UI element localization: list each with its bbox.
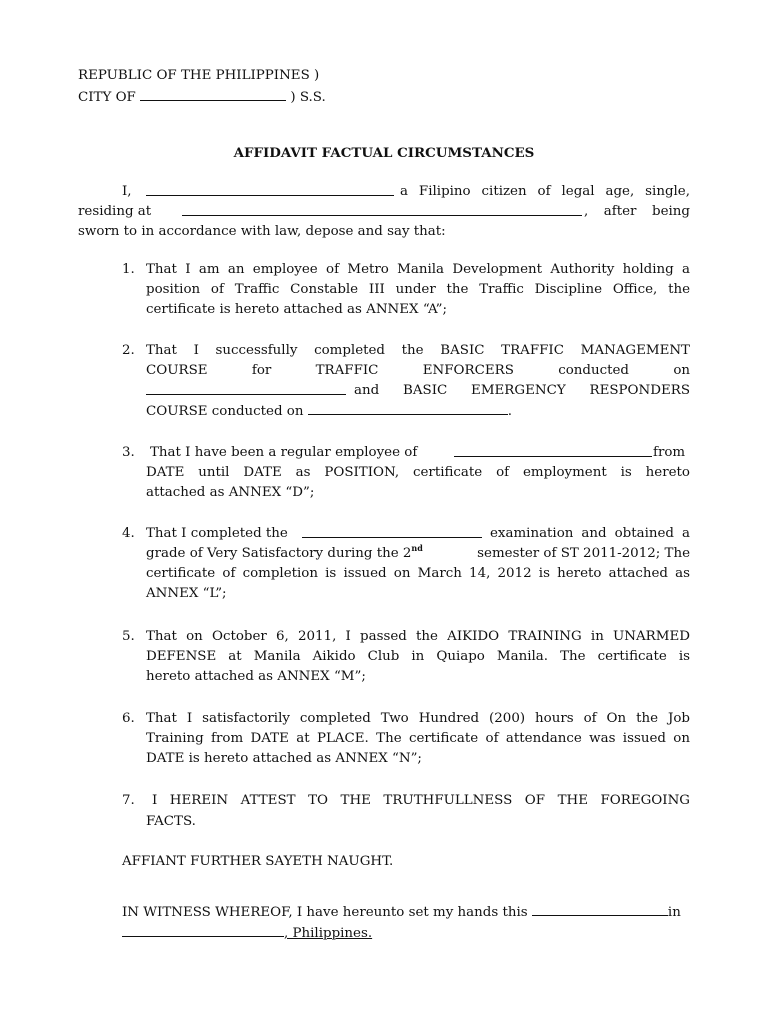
header-ss: ) S.S. [290,90,326,105]
item-2-blank-1 [146,381,346,403]
item-4-line-1-a: That I completed the [146,526,288,541]
name-blank [146,182,394,204]
item-6-number: 6. [122,711,135,726]
item-4-number: 4. [122,526,135,541]
item-4-line-4: ANNEX “L”; [146,586,227,601]
item-3-line-1-b: from [653,445,686,460]
item-7-line-2: FACTS. [146,814,196,829]
item-2-line-1: That I successfully completed the BASIC TRAFFIC MANAGEMENT [146,343,690,358]
affiant-statement: AFFIANT FURTHER SAYETH NAUGHT. [122,854,394,869]
city-blank [140,87,286,101]
document-title: AFFIDAVIT FACTUAL CIRCUMSTANCES [233,145,535,161]
item-4-line-3: certificate of completion is issued on March 14, 2012 is hereto attached as [146,566,690,581]
item-4-line-2: grade of Very Satisfactory during the 2nd semester of ST 2011-2012; The [146,543,690,561]
header-republic: REPUBLIC OF THE PHILIPPINES ) [78,68,320,83]
item-5-number: 5. [122,629,135,644]
item-1-line-3: certificate is hereto attached as ANNEX “A”; [146,302,448,317]
item-1-number: 1. [122,262,135,277]
intro-line-1-a: I, [122,184,132,199]
item-2-line-2: COURSE for TRAFFIC ENFORCERS conducted on [146,363,690,378]
item-6-line-3: DATE is hereto attached as ANNEX “N”; [146,751,422,766]
item-5-line-1: That on October 6, 2011, I passed the AIKIDO TRAINING in UNARMED [146,629,690,644]
item-3-number: 3. [122,445,135,460]
item-6-line-1: That I satisfactorily completed Two Hundred (200) hours of On the Job [146,711,690,726]
witness-line-2: , Philippines. [122,923,372,945]
witness-place-blank [122,923,284,937]
header-city [78,87,326,109]
item-3-employer-blank [454,443,652,465]
intro-line-1-b: a Filipino citizen of legal age, single, [400,184,690,199]
item-1-line-2: position of Traffic Constable III under the Traffic Discipline Office, the [146,282,690,297]
header-city-label: CITY OF [78,90,136,105]
item-3-line-2: DATE until DATE as POSITION, certificate of employment is hereto [146,465,690,480]
intro-line-2-b: , after being [584,204,690,219]
witness-date-blank [532,902,668,916]
item-7-line-1: I HEREIN ATTEST TO THE TRUTHFULLNESS OF THE FOREGOING [152,793,690,808]
item-2-number: 2. [122,343,135,358]
item-4-exam-blank [302,524,482,546]
item-6-line-2: Training from DATE at PLACE. The certificate of attendance was issued on [146,731,690,746]
item-5-line-2: DEFENSE at Manila Aikido Club in Quiapo Manila. The certificate is [146,649,690,664]
item-3-line-3: attached as ANNEX “D”; [146,485,315,500]
item-2-line-3: and BASIC EMERGENCY RESPONDERS [354,383,690,398]
item-5-line-3: hereto attached as ANNEX “M”; [146,669,366,684]
intro-residing: residing at [78,204,152,219]
item-7-number: 7. [122,793,135,808]
item-2-blank-2 [308,401,508,415]
witness-line-1: IN WITNESS WHEREOF, I have hereunto set my hands this in [122,902,681,924]
item-3-line-1-a: That I have been a regular employee of [150,445,418,460]
item-2-line-4: COURSE conducted on . [146,401,512,423]
item-1-line-1: That I am an employee of Metro Manila Development Authority holding a [146,262,690,277]
intro-line-3: sworn to in accordance with law, depose and say that: [78,224,446,239]
address-blank [182,202,582,224]
item-4-line-1-b: examination and obtained a [490,526,690,541]
